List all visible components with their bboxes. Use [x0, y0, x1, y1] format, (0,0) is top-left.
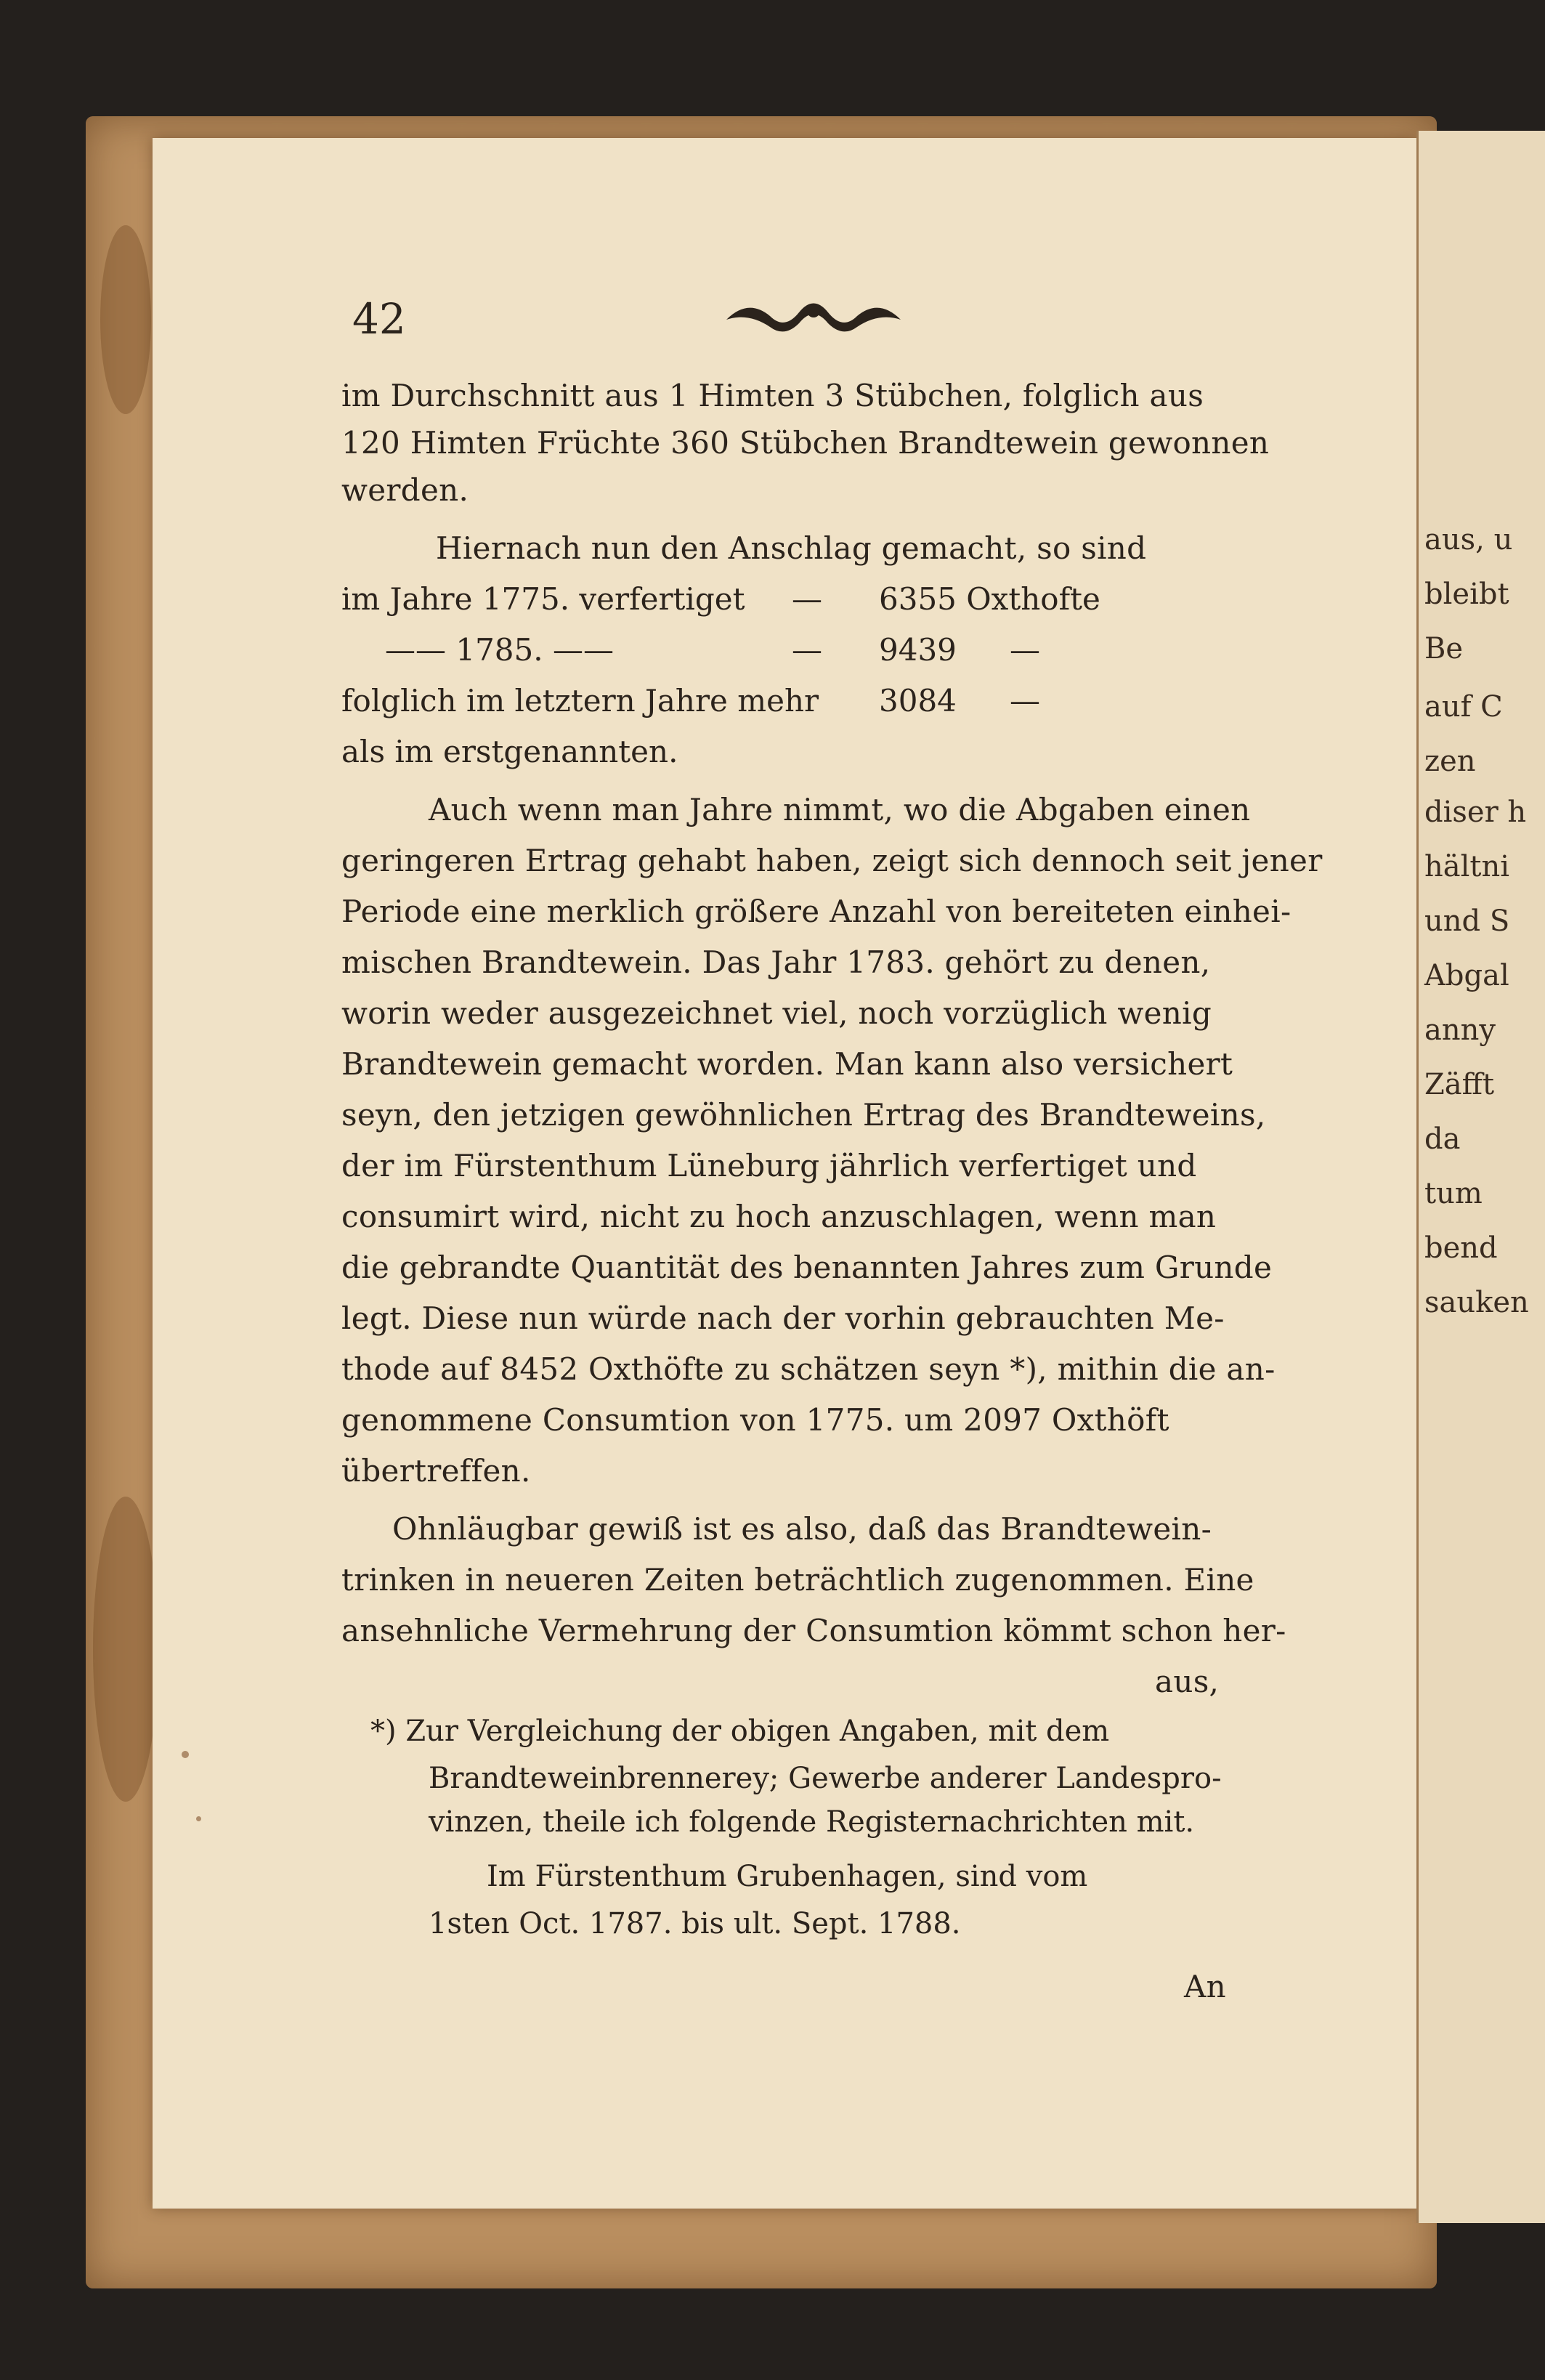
table-cell: — [792, 632, 822, 668]
table-cell: als im erstgenannten. [341, 734, 678, 769]
table-cell: —— 1785. —— [385, 632, 614, 668]
text-line: Ohnläugbar gewiß ist es also, daß das Brandtewein- [392, 1511, 1212, 1547]
table-cell: 3084 [879, 683, 957, 719]
table-cell: im Jahre 1775. verfertiget [341, 581, 745, 617]
text-line: die gebrandte Quantität des benannten Jahres zum Grunde [341, 1250, 1273, 1285]
footnote-line: Brandteweinbrennerey; Gewerbe anderer Landespro- [429, 1762, 1222, 1795]
footnote-line: vinzen, theile ich folgende Registernachrichten mit. [429, 1805, 1195, 1839]
adjacent-page-fragment: Abgal [1424, 959, 1509, 992]
text-line: aus, [1155, 1664, 1220, 1699]
foxing-spot [182, 1751, 189, 1758]
text-line: geringeren Ertrag gehabt haben, zeigt sich dennoch seit jener [341, 843, 1323, 878]
text-line: Periode eine merklich größere Anzahl von bereiteten einhei- [341, 894, 1291, 929]
adjacent-page-fragment: bend [1424, 1231, 1498, 1265]
printer-ornament-icon [719, 291, 908, 341]
adjacent-page-fragment: und S [1424, 904, 1510, 938]
table-cell: 9439 [879, 632, 957, 668]
foxing-spot [196, 1816, 201, 1821]
text-line: Auch wenn man Jahre nimmt, wo die Abgaben einen [429, 792, 1251, 827]
adjacent-page-fragment: diser h [1424, 796, 1527, 829]
text-line: 120 Himten Früchte 360 Stübchen Brandtewein gewonnen [341, 425, 1270, 461]
text-line: genommene Consumtion von 1775. um 2097 Oxthöft [341, 1402, 1169, 1438]
adjacent-page-fragment: aus, u [1424, 523, 1513, 556]
cover-stain [100, 225, 151, 414]
adjacent-page-fragment: sauken [1424, 1286, 1529, 1319]
text-line: werden. [341, 472, 469, 508]
page-number: 42 [352, 294, 406, 344]
footnote-line: 1sten Oct. 1787. bis ult. Sept. 1788. [429, 1907, 961, 1940]
text-line: mischen Brandtewein. Das Jahr 1783. gehört zu denen, [341, 944, 1211, 980]
text-line: im Durchschnitt aus 1 Himten 3 Stübchen, folglich aus [341, 378, 1204, 413]
table-cell: folglich im letztern Jahre mehr [341, 683, 819, 719]
adjacent-page-fragment: Zäfft [1424, 1068, 1495, 1101]
text-line: übertreffen. [341, 1453, 531, 1489]
adjacent-page-fragment: tum [1424, 1177, 1483, 1210]
text-line: worin weder ausgezeichnet viel, noch vorzüglich wenig [341, 995, 1212, 1031]
adjacent-page-fragment: Be [1424, 632, 1464, 665]
table-cell: — [1010, 683, 1040, 719]
text-line: der im Fürstenthum Lüneburg jährlich verfertiget und [341, 1148, 1197, 1183]
text-line: consumirt wird, nicht zu hoch anzuschlagen, wenn man [341, 1199, 1217, 1234]
text-line: Brandtewein gemacht worden. Man kann also versichert [341, 1046, 1233, 1082]
adjacent-page-fragment: bleibt [1424, 578, 1509, 611]
adjacent-page-fragment: auf C [1424, 690, 1503, 724]
adjacent-page-fragment: anny [1424, 1013, 1496, 1047]
table-cell: — [792, 581, 822, 617]
adjacent-page-fragment: zen [1424, 745, 1476, 778]
adjacent-page-edge [1416, 131, 1545, 2223]
text-line: ansehnliche Vermehrung der Consumtion kömmt schon her- [341, 1613, 1286, 1648]
footnote-line: Im Fürstenthum Grubenhagen, sind vom [487, 1860, 1088, 1893]
text-line: Hiernach nun den Anschlag gemacht, so sind [436, 530, 1147, 566]
footnote-line: *) Zur Vergleichung der obigen Angaben, mit dem [370, 1715, 1110, 1748]
text-line: seyn, den jetzigen gewöhnlichen Ertrag des Brandteweins, [341, 1097, 1266, 1133]
text-line: thode auf 8452 Oxthöfte zu schätzen seyn *), mithin die an- [341, 1351, 1276, 1387]
catchword: An [1184, 1969, 1226, 2004]
table-cell: 6355 Oxthofte [879, 581, 1100, 617]
adjacent-page-fragment: da [1424, 1122, 1461, 1156]
text-line: trinken in neueren Zeiten beträchtlich zugenommen. Eine [341, 1562, 1254, 1598]
cover-stain [93, 1497, 158, 1802]
text-line: legt. Diese nun würde nach der vorhin gebrauchten Me- [341, 1300, 1225, 1336]
adjacent-page-fragment: hältni [1424, 850, 1510, 883]
table-cell: — [1010, 632, 1040, 668]
